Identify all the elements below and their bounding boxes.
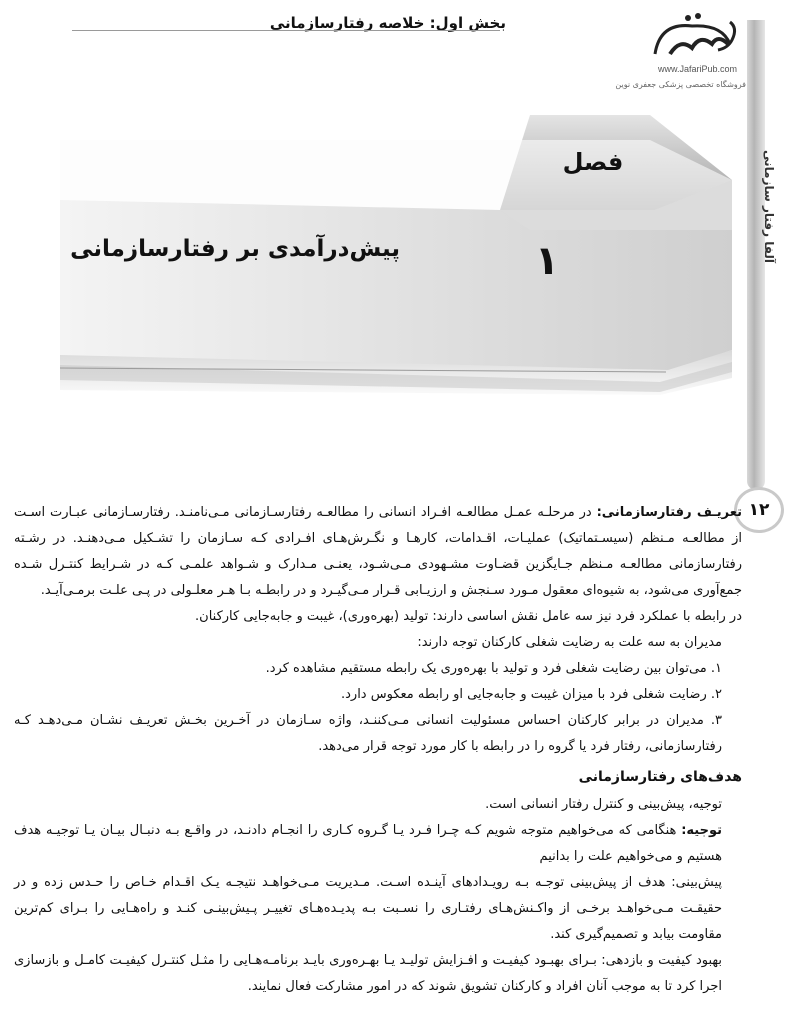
justify-text: هنگامی که می‌خواهیم متوجه شویم کـه چـرا فـرد یـا گـروه کـاری را انجـام دادنـد، در واقـع بـه دنبـال بیـان یـا توجیـه هدف هستیم و می‌خواهیم علت را بدانیم bbox=[14, 823, 722, 864]
chapter-title: پیش‌درآمدی بر رفتارسازمانی bbox=[70, 236, 400, 262]
definition-paragraph bbox=[14, 500, 742, 604]
justify-paragraph bbox=[14, 818, 742, 870]
definition-term: تعریـف رفتارسازمانی: bbox=[596, 505, 742, 520]
list-item: ۳. مدیران در برابر کارکنان احساس مسئولیت انسانی مـی‌کننـد، واژه سـازمان در آخـرین بخـش تعریـف نشـان مـی‌دهـد کـه رفتارسازمانی، رفتار فرد یا گروه را در رابطه با کار مورد توجه قرار می‌دهد. bbox=[14, 713, 722, 754]
justify-term: توجیه: bbox=[681, 823, 722, 838]
goals-intro: توجیه، پیش‌بینی و کنترل رفتار انسانی است. bbox=[485, 797, 722, 812]
section-header-title: بخش اول: خلاصه رفتارسازمانی bbox=[269, 14, 506, 32]
list-item: ۱. می‌توان بین رضایت شغلی فرد و تولید با بهره‌وری یک رابطه مستقیم مشاهده کرد. bbox=[265, 661, 722, 676]
improve-paragraph: بهبود کیفیت و بازدهی: بـرای بهبـود کیفیـت و افـزایش تولیـد یـا بهـره‌وری بایـد برنامـه‌هـایی را مثـل کنتـرل کیفیـت کامـل و بازسازی اجرا کرد تا به موجب آنان افراد و کارکنان تشویق شوند که در امور مشارکت فعال نمایند. bbox=[14, 953, 722, 994]
chapter-label: فصل bbox=[562, 148, 624, 176]
chapter-number: ۱ bbox=[534, 238, 560, 284]
side-tab-label: آلفا رفتار سازمانی bbox=[762, 150, 776, 263]
goals-heading: هدف‌های رفتارسازمانی bbox=[578, 769, 742, 785]
performance-paragraph: در رابطه با عملکرد فرد نیز سه عامل نقش اساسی دارند: تولید (بهره‌وری)، غیبت و جابه‌جایی کارکنان. bbox=[195, 609, 742, 624]
page-number: ۱۲ bbox=[734, 487, 784, 533]
list-item: ۲. رضایت شغلی فرد با میزان غیبت و جابه‌جایی او رابطه معکوس دارد. bbox=[341, 687, 722, 702]
definition-text: در مرحلـه عمـل مطالعـه افـراد انسانی را مطالعـه رفتارسـازمانی مـی‌نامنـد. رفتارسـازمانی عبـارت اسـت از مطالعـه مـنظم (سیسـتماتیک) عملیـات، اقـدامات، کارهـا و نگـرش‌هـای افـرادی کـه سـازمان را تشـکیل مـی‌دهنـد. در رشـته رفتارسازمانی مطالعـه مـنظم جـایگزین قضـاوت مشـهودی مـی‌شـود، یعنـی مـدارک و شـواهد علمـی کـه در شـرایط کنتـرل شـده جمع‌آوری می‌شود، به شیوه‌ای معقول مـورد سـنجش و ارزیـابی قـرار مـی‌گیـرد و در رابطـه بـا هـر معلـولی در پـی علـت برمـی‌آیـد. bbox=[14, 505, 742, 598]
satisfaction-intro: مدیران به سه علت به رضایت شغلی کارکنان توجه دارند: bbox=[417, 635, 722, 650]
body-text bbox=[14, 500, 742, 1000]
logo-subtitle: فروشگاه تخصصی پزشکی جعفری نوین bbox=[615, 80, 746, 89]
predict-paragraph: پیش‌بینی: هدف از پیش‌بینی توجـه بـه رویـدادهای آینـده اسـت. مـدیریت مـی‌خواهـد نتیجـه یـک اقـدام خـاص را حـدس زده و در حقیقـت مـی‌خواهـد برخـی از واکـنش‌هـای رفتـاری را نسـبت بـه پدیـده‌هـای تغییـر پـیش‌بینـی کنـد و راه‌هـایی را بـرای کم‌ترین مقاومت بیابد و تصمیم‌گیری کند. bbox=[14, 875, 722, 942]
header-rule bbox=[72, 30, 500, 31]
logo-url: www.JafariPub.com bbox=[658, 64, 738, 74]
